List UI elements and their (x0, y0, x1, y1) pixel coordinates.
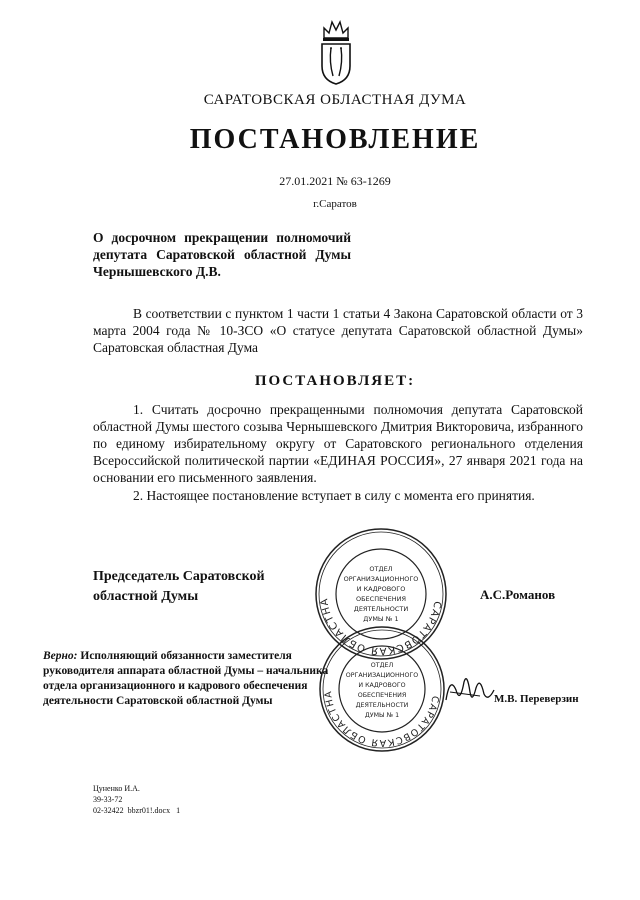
stamp-ring-text: САРАТОВСКАЯ ОБЛАСТНА (322, 689, 441, 749)
official-stamp (317, 624, 447, 754)
stamp-line: ОБЕСПЕЧЕНИЯ (357, 692, 407, 699)
stamp-line: ОРГАНИЗАЦИОННОГО (345, 672, 419, 679)
handwritten-signature-icon (440, 670, 500, 710)
stamp-line: ДЕЯТЕЛЬНОСТИ (353, 605, 409, 613)
stamp-line: ДУМЫ № 1 (364, 712, 400, 719)
footer-line: Цуненко И.А. (93, 784, 140, 793)
stamp-line: ОБЕСПЕЧЕНИЯ (355, 595, 407, 603)
decree-item-1: 1. Считать досрочно прекращенными полномочия депутата Саратовской областной Думы шестого созыва Чернышевского Дмитрия Викторовича, избранного по единому избирательному округу от Саратовского регионального отделения Всероссийской политической партии «ЕДИНАЯ РОССИЯ», 27 января 2021 года на основании его письменного заявления. (93, 402, 583, 485)
footer-executor (93, 783, 180, 816)
document-type: ПОСТАНОВЛЕНИЕ (189, 124, 481, 155)
stamp-line: ОТДЕЛ (370, 662, 394, 669)
chair-name: А.С.Романов (480, 587, 556, 602)
footer-line: 02-32422 bbzr01!.docx 1 (93, 806, 181, 815)
preamble-paragraph: В соответствии с пунктом 1 части 1 статьи 4 Закона Саратовской области от 3 марта 2004 года № 10-ЗСО «О статусе депутата Саратовской областной Думы» Саратовская областная Дума (93, 306, 583, 355)
date-and-number: 27.01.2021 № 63-1269 (279, 174, 391, 188)
document-subject: О досрочном прекращении полномочий депутата Саратовской областной Думы Чернышевского Д.В. (93, 230, 351, 279)
stamp-line: ОРГАНИЗАЦИОННОГО (343, 575, 419, 583)
organization-name: САРАТОВСКАЯ ОБЛАСТНАЯ ДУМА (203, 92, 467, 108)
verifier-name: М.В. Переверзин (494, 693, 579, 705)
city: г.Саратов (313, 198, 357, 210)
chair-title: Председатель Саратовской областной Думы (93, 569, 265, 604)
footer-line: 39-33-72 (93, 795, 123, 804)
saratov-emblem-icon (316, 18, 356, 86)
verno-label: Верно: (43, 650, 78, 662)
verno-title: Исполняющий обязанности заместителя руководителя аппарата областной Думы – начальника отдела организационного и кадрового обеспечения деятельности Саратовской областной Думы (43, 650, 329, 707)
verification-block (43, 649, 333, 709)
decree-item-2: 2. Настоящее постановление вступает в силу с момента его принятия. (133, 488, 535, 503)
stamp-line: ОТДЕЛ (369, 565, 393, 573)
stamp-line: И КАДРОВОГО (358, 682, 406, 689)
stamp-ring-text: САРАТОВСКАЯ ОБЛАСТНА (319, 596, 443, 657)
decree-heading: ПОСТАНОВЛЯЕТ: (254, 373, 416, 389)
stamp-line: ДУМЫ № 1 (363, 615, 399, 623)
stamp-line: И КАДРОВОГО (356, 585, 406, 593)
stamp-line: ДЕЯТЕЛЬНОСТИ (355, 702, 409, 709)
